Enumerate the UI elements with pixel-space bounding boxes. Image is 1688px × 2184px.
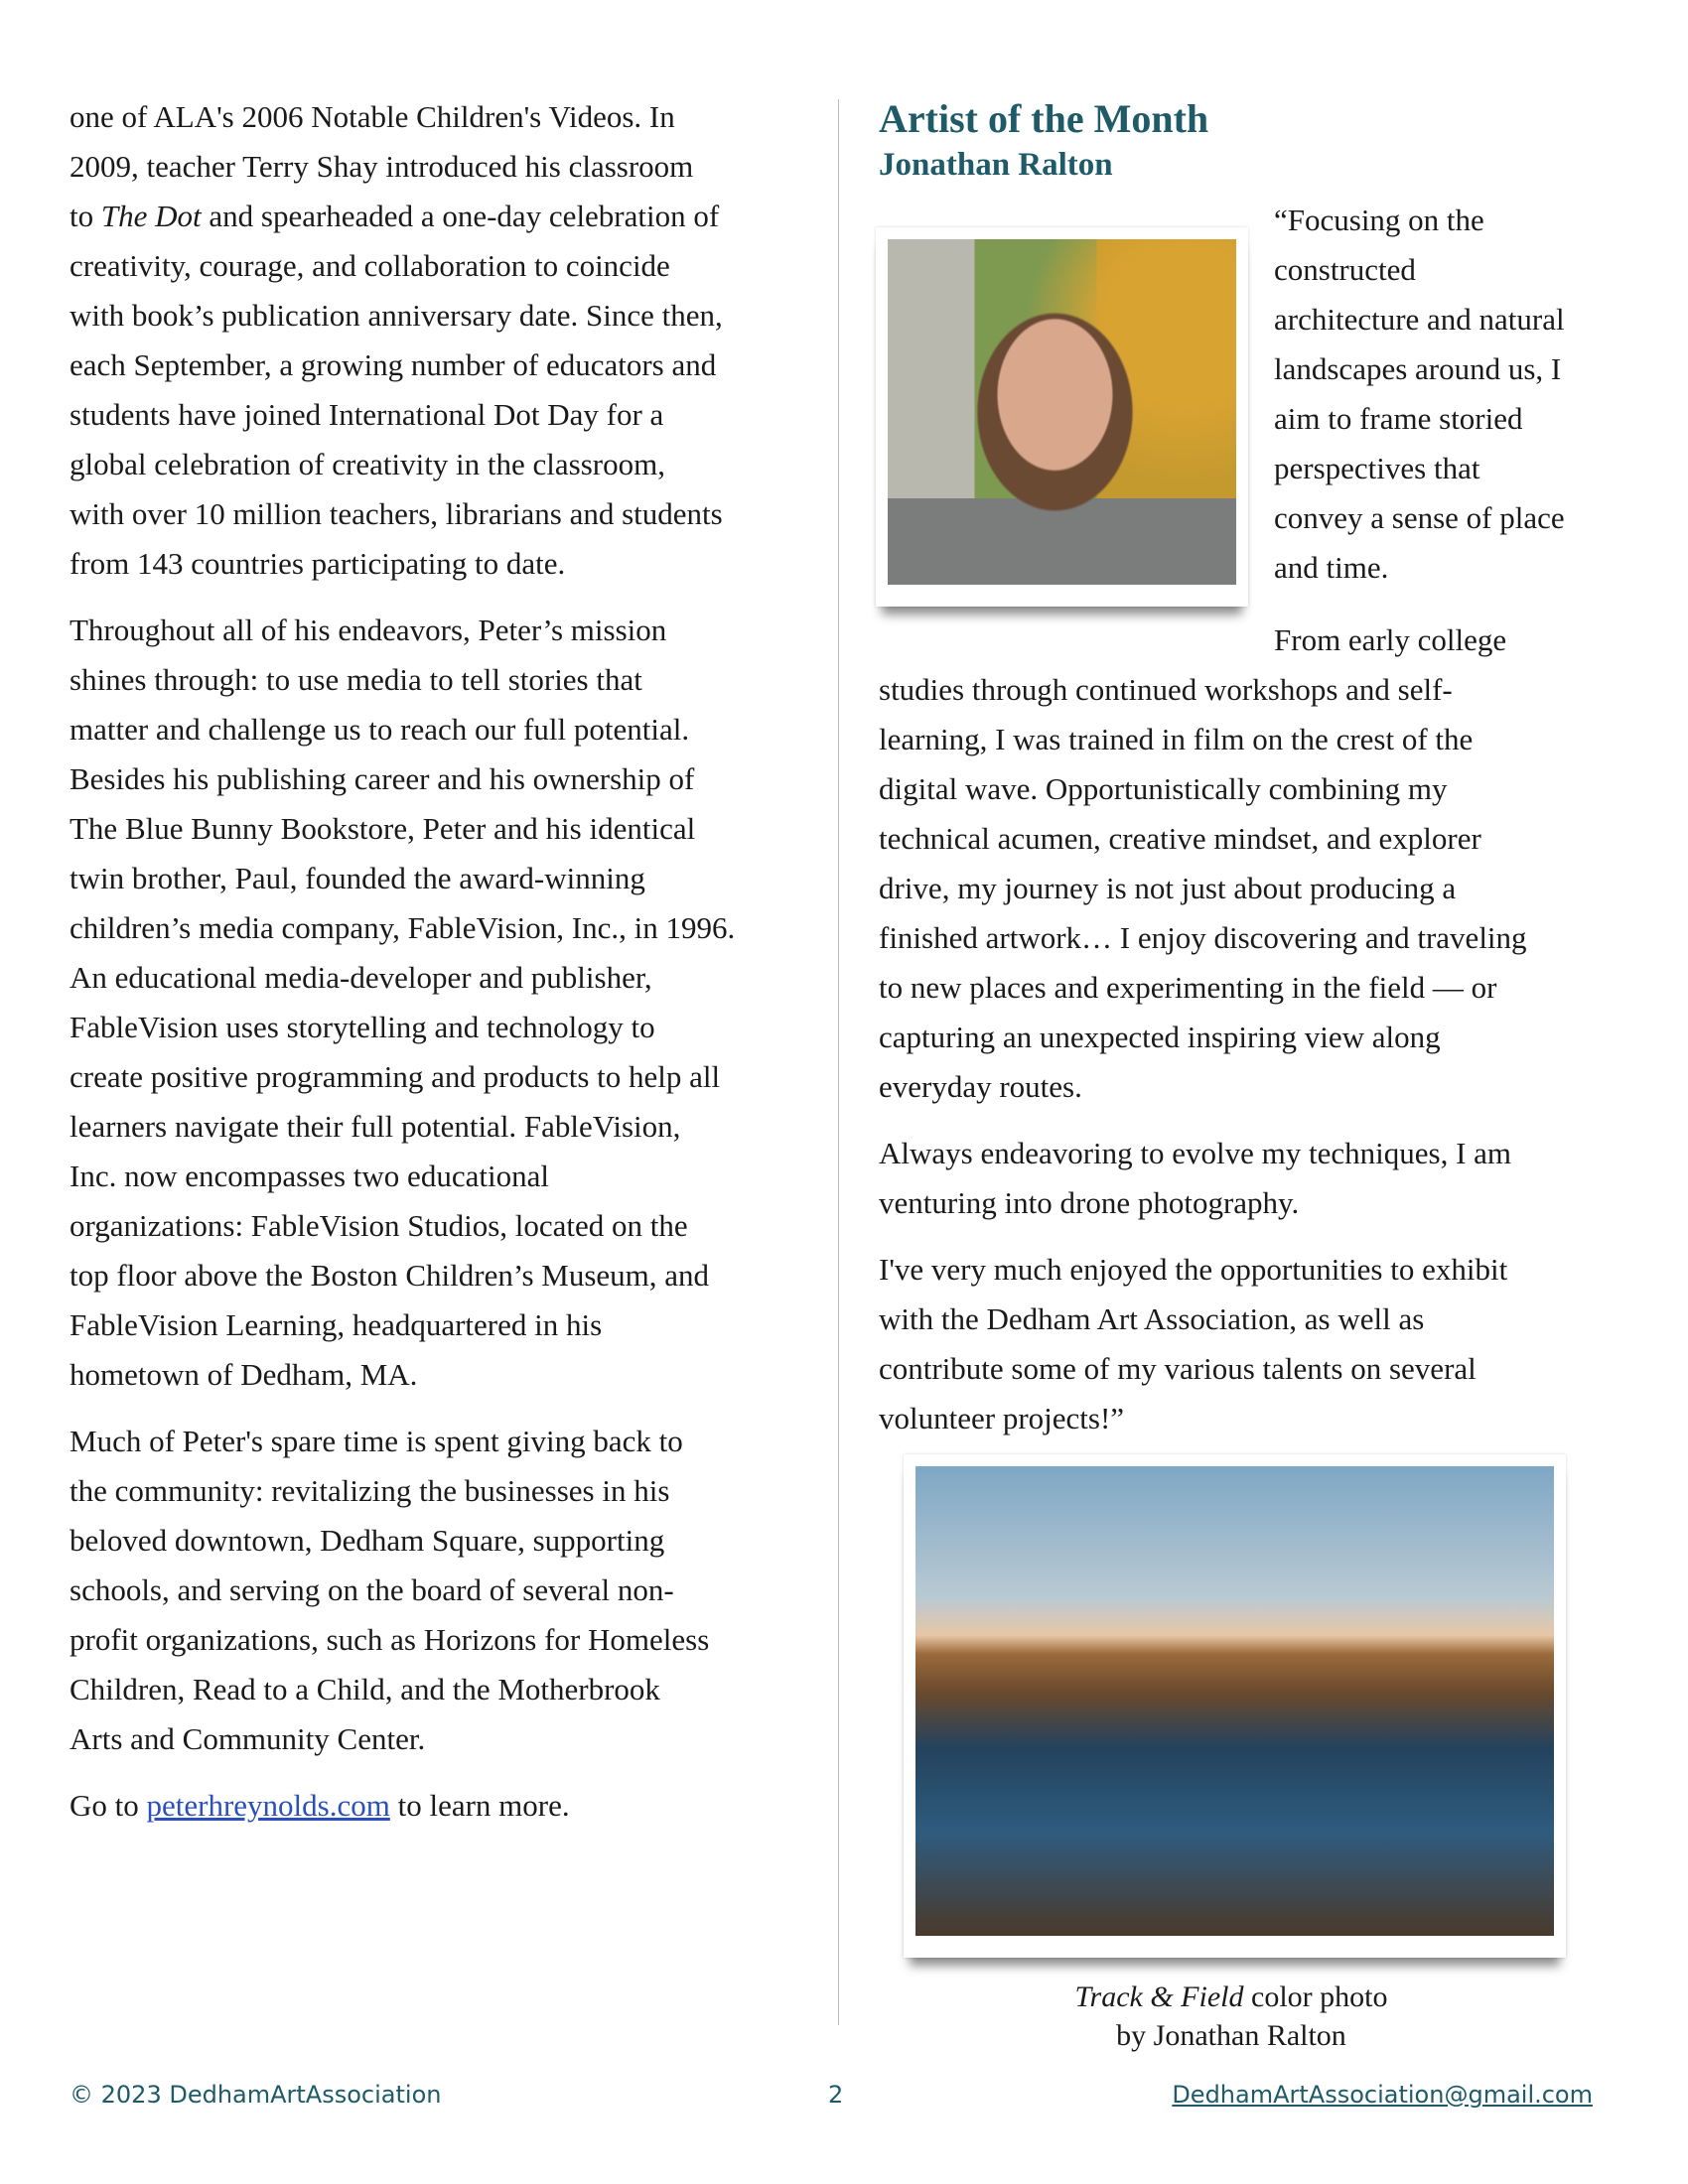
text-line: architecture and natural [1274,302,1565,337]
text-line: An educational media-developer and publisher, [70,960,652,995]
text-line: capturing an unexpected inspiring view along [879,1020,1441,1054]
text-line: global celebration of creativity in the classroom, [70,447,665,481]
text-line: the community: revitalizing the businesses in his [70,1473,670,1508]
caption-title: Track & Field [1074,1980,1244,2013]
text-line: FableVision uses storytelling and technology to [70,1010,655,1044]
text-segment: to learn more. [389,1788,570,1823]
text-line: to new places and experimenting in the field — or [879,970,1497,1005]
text-line: contribute some of my various talents on several [879,1351,1477,1386]
text-line: organizations: FableVision Studios, located on the [70,1208,688,1243]
text-line: matter and challenge us to reach our full potential. [70,712,690,747]
text-line: studies through continued workshops and self- [879,672,1453,707]
text-line: beloved downtown, Dedham Square, supporting [70,1523,665,1558]
text-line: Arts and Community Center. [70,1721,426,1756]
column-divider [838,99,839,2025]
text-line: constructed [1274,252,1416,287]
section-heading: Artist of the Month [879,96,1209,141]
text-line: shines through: to use media to tell stories that [70,662,642,697]
text-line: everyday routes. [879,1069,1082,1104]
paragraph [70,1417,824,1764]
text-line: technical acumen, creative mindset, and explorer [879,821,1481,856]
artist-portrait-photo [876,227,1248,607]
text-line: learning, I was trained in film on the crest of the [879,722,1474,756]
text-line: The Blue Bunny Bookstore, Peter and his identical [70,811,696,846]
text-line: 2009, teacher Terry Shay introduced his classroom [70,149,694,184]
text-line: finished artwork… I enjoy discovering and traveling [879,920,1527,955]
text-line: students have joined International Dot Day for a [70,397,664,432]
paragraph [879,1245,1614,1443]
text-line: “Focusing on the [1274,203,1484,237]
footer-email-link[interactable]: DedhamArtAssociation@gmail.com [1172,2081,1593,2109]
text-line: Much of Peter's spare time is spent giving back to [70,1424,683,1458]
text-line: Inc. now encompasses two educational [70,1159,549,1193]
paragraph [879,1129,1614,1228]
paragraph [70,606,824,1400]
text-line: and time. [1274,550,1389,585]
text-line: with book’s publication anniversary date. Since then, [70,298,723,333]
text-line: twin brother, Paul, founded the award-winning [70,861,645,895]
text-line: with the Dedham Art Association, as well as [879,1301,1425,1336]
text-line: volunteer projects!” [879,1401,1125,1435]
footer-copyright: © 2023 DedhamArtAssociation [70,2081,442,2109]
text-line: profit organizations, such as Horizons for Homeless [70,1622,710,1657]
right-column-text [879,615,1614,1460]
paragraph [879,615,1614,1112]
text-line: landscapes around us, I [1274,351,1562,386]
text-segment: Go to [70,1788,147,1823]
text-line [70,1781,824,1831]
text-line: FableVision Learning, headquartered in his [70,1307,603,1342]
text-segment: to [70,199,101,233]
text-line: one of ALA's 2006 Notable Children's Videos. In [70,99,675,134]
text-line: with over 10 million teachers, librarians and students [70,496,723,531]
text-line: I've very much enjoyed the opportunities to exhibit [879,1252,1508,1287]
website-link[interactable]: peterhreynolds.com [146,1788,390,1823]
artist-name: Jonathan Ralton [879,147,1113,183]
text-line: Always endeavoring to evolve my techniques, I am [879,1136,1512,1170]
text-line: children’s media company, FableVision, Inc., in 1996. [70,910,736,945]
paragraph [70,1781,824,1831]
text-line: hometown of Dedham, MA. [70,1357,418,1392]
portrait-image [888,239,1236,585]
text-line: drive, my journey is not just about producing a [879,871,1457,905]
caption-credit: by Jonathan Ralton [1116,2019,1346,2052]
text-line: creativity, courage, and collaboration to coincide [70,248,670,283]
book-title: The Dot [100,199,202,233]
text-line: digital wave. Opportunistically combining my [879,771,1448,806]
text-line: top floor above the Boston Children’s Museum, and [70,1258,710,1293]
landscape-image [915,1466,1554,1936]
text-line: create positive programming and products to help all [70,1059,721,1094]
left-column [70,92,824,1847]
text-line: from 143 countries participating to date. [70,546,566,581]
text-line: learners navigate their full potential. FableVision, [70,1109,681,1144]
text-line: From early college [1274,622,1507,657]
artist-quote [1274,196,1631,593]
text-line: Throughout all of his endeavors, Peter’s mission [70,613,667,647]
text-line: perspectives that [1274,451,1480,485]
text-line: schools, and serving on the board of several non- [70,1572,674,1607]
text-line [70,192,824,241]
text-line: venturing into drone photography. [879,1185,1300,1220]
paragraph [70,92,824,589]
text-line: Children, Read to a Child, and the Motherbrook [70,1672,660,1706]
page-number: 2 [828,2081,844,2109]
text-line: aim to frame storied [1274,401,1523,436]
track-and-field-photo [904,1454,1566,1958]
photo-caption [1033,1978,1430,2055]
caption-rest: color photo [1243,1980,1388,2013]
text-segment: and spearheaded a one-day celebration of [201,199,720,233]
text-line: convey a sense of place [1274,500,1565,535]
text-line: each September, a growing number of educators and [70,347,717,382]
text-line: Besides his publishing career and his ownership of [70,761,695,796]
